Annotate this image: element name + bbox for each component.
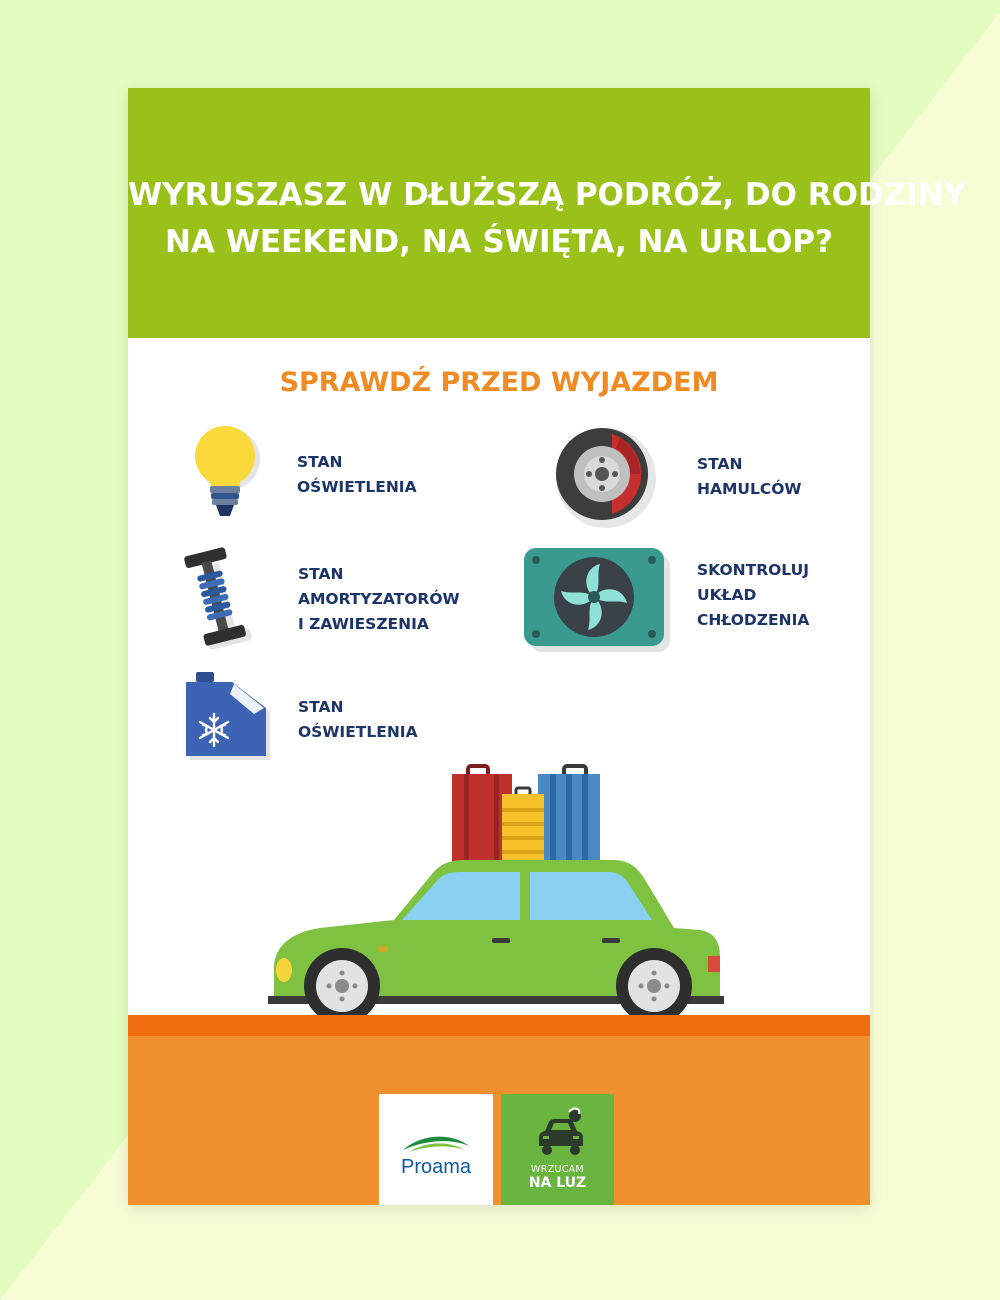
item-brakes-line-2: HAMULCÓW (697, 480, 802, 498)
proama-logo (379, 1094, 493, 1205)
item-coolant-line-2: OŚWIETLENIA (298, 723, 418, 741)
proama-logo-text: Proama (400, 1156, 472, 1178)
item-brakes-line-1: STAN (697, 455, 743, 473)
checklist-title: SPRAWDŹ PRZED WYJAZDEM (279, 367, 719, 398)
front-wheel (304, 948, 380, 1024)
item-cooling (697, 558, 809, 633)
item-lighting-line-2: OŚWIETLENIA (297, 478, 417, 496)
item-cooling-line-2: UKŁAD (697, 586, 757, 604)
headline-line-2: NA WEEKEND, NA ŚWIĘTA, NA URLOP? (164, 224, 834, 260)
relaxed-driver-car-icon (531, 1106, 587, 1162)
luz-logo-line-1: WRZUCAM (531, 1164, 584, 1175)
brake-disc-icon (550, 426, 672, 530)
proama-swoosh-icon (399, 1128, 473, 1156)
rear-wheel (616, 948, 692, 1024)
footer-band (128, 1036, 870, 1205)
car-with-luggage-illustration (268, 760, 728, 1030)
item-cooling-line-3: CHŁODZENIA (697, 611, 810, 629)
radiator-fan-icon (522, 548, 674, 656)
luz-logo-line-2: NA LUZ (528, 1175, 587, 1191)
wrzucam-na-luz-logo (501, 1094, 614, 1205)
item-coolant (298, 695, 418, 745)
shock-absorber-icon (180, 546, 270, 650)
item-suspension-line-3: I ZAWIESZENIA (298, 615, 429, 633)
item-cooling-line-1: SKONTROLUJ (697, 561, 809, 579)
item-lighting-line-1: STAN (297, 453, 343, 471)
item-brakes (697, 452, 802, 502)
headline-line-1: WYRUSZASZ W DŁUŻSZĄ PODRÓŻ, DO RODZINY (128, 177, 967, 213)
item-suspension-line-1: STAN (298, 565, 344, 583)
road-stripe (128, 1015, 870, 1036)
headline (128, 172, 967, 266)
item-coolant-line-1: STAN (298, 698, 344, 716)
coolant-canister-icon (184, 670, 274, 764)
item-suspension (298, 562, 460, 637)
light-bulb-icon (180, 426, 270, 522)
poster (128, 88, 967, 1205)
item-suspension-line-2: AMORTYZATORÓW (298, 590, 460, 608)
item-lighting (297, 450, 417, 500)
